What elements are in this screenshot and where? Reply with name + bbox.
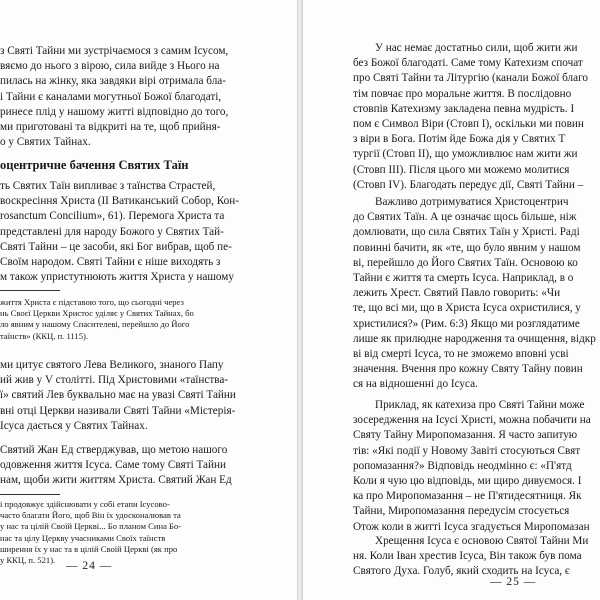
right-paragraph-4 <box>353 534 588 580</box>
text-line: Отож коли в житті Ісуса згадується Миропомазан <box>353 520 590 533</box>
text-line: вні отці Церкви називали Святі Тайни «Містерія- <box>0 404 236 417</box>
right-page <box>303 0 600 600</box>
right-paragraph-3 <box>353 398 591 535</box>
section-heading: оцентричне бачення Святих Таїн <box>0 158 189 172</box>
text-line: тім повчає про моральне життя. В послідовно <box>353 87 572 100</box>
footnote-line: у нас та цілій Своїй Церкві... Бо планом Сина Бо- <box>0 521 182 532</box>
footnote-separator <box>0 290 60 291</box>
page-number: — 25 — <box>490 576 537 588</box>
left-paragraph-1 <box>0 44 228 150</box>
left-paragraph-3 <box>0 358 236 434</box>
text-line: пом є Символ Віри (Стовп І), оскільки ми повин <box>353 118 584 131</box>
text-line: м також упристутнюють життя Христа у нашому <box>0 271 234 284</box>
text-line: ся на відношенні до Ісуса. <box>353 378 478 391</box>
text-line: і Тайни є каналами могутньої Божої благодаті, <box>0 90 222 103</box>
text-line: о у Святих Тайнах. <box>0 136 91 149</box>
text-line: Ісуса дається у Святих Тайнах. <box>0 419 148 432</box>
text-line: ринесе плід у нашому житті відповідно до того, <box>0 105 229 118</box>
page-number: — 24 — <box>66 560 113 572</box>
text-line: повинні бачити, як «те, що було явним у нашом <box>353 241 581 254</box>
left-footnote-1 <box>0 297 194 342</box>
footnote-line: таїнств» (ККЦ, п. 1115). <box>0 330 89 341</box>
footnote-line: нас та цілу Церкву учасниками Своїх таїнств <box>0 532 166 543</box>
text-line: нам, щоби жити життям Христа. Святий Жан Ед <box>0 474 232 487</box>
text-line: ропомазання?» Відповідь неодмінно є: «П'ятд <box>353 459 572 472</box>
footnote-separator <box>0 494 60 495</box>
text-line: Приклад, як катехиза про Святі Тайни може <box>375 399 585 411</box>
text-line: Важливо дотримуватися Христоцентрич <box>375 196 569 208</box>
text-line: Тайни є життя та смерть Ісуса. Наприклад, в о <box>353 272 574 285</box>
text-line: ї» святий Лев буквально має на увазі Святі Тайни <box>0 389 236 402</box>
footnote-line: життя Христа є підставою того, що сьогодні через <box>0 297 184 307</box>
right-paragraph-1 <box>353 41 588 193</box>
text-line: представлені для народу Божого у Святих Тай- <box>0 225 224 238</box>
text-line: ть Святих Таїн випливає з таїнства Страстей, <box>0 180 216 192</box>
text-line: Святого Духа. Голуб, який сходить на Ісуса, є <box>353 565 570 578</box>
text-line: те, що всі ми, що в Христа Ісуса охристилися, у <box>353 302 581 315</box>
text-line: без Божої благодаті. Саме тому Катехизм спочат <box>353 57 583 70</box>
text-line: Святу Тайну Миропомазання. Я часто запитую <box>353 429 578 442</box>
text-line: про Святі Тайни та Літургію (канали Божої благо <box>353 72 588 85</box>
text-line: Тайни, Миропомазання передусім стосується <box>353 505 570 518</box>
text-line: з Святі Тайни ми зустрічаємося з самим Ісусом, <box>0 45 229 57</box>
footnote-line: у ККЦ, п. 521). <box>0 555 56 566</box>
text-line: зосередження на Ісусі Христі, можна побачити на <box>353 414 591 427</box>
text-line: (Стовп IV). Благодать передує дії, Святі Тайни – <box>353 178 584 191</box>
footnote-line: часто благати Його, щоб Він їх удосконалював та <box>0 510 181 521</box>
text-line: воскресіння Христа (ІІ Ватиканський Собор, Кон- <box>0 195 239 208</box>
left-paragraph-2 <box>0 179 239 285</box>
text-line: ка про Миропомазання – не П'ятидесятниця. Як <box>353 490 582 503</box>
text-line: ві від смерті Ісуса, то не зможемо вповні усві <box>353 348 569 361</box>
text-line: тургії (Стовп ІІ), що уможливлює нам жити жи <box>353 148 578 161</box>
text-line: Хрещення Ісуса є основою Святої Тайни Ми <box>375 535 589 547</box>
text-line: (Стовп ІІІ). Після цього ми можемо молитися <box>353 163 570 176</box>
footnote-line: нь Своєї Церкви Христос уділяє у Святих Тайнах, бо <box>0 308 194 319</box>
text-line: ві, перейшло до Його Святих Таїн. Основою ко <box>353 256 578 269</box>
text-line: пилась на жінку, яка завдяки вірі отримала бла- <box>0 75 226 88</box>
footnote-line: ло явним у нашому Спасителеві, перейшло до Його <box>0 319 190 330</box>
text-line: rosanctum Concilium», 61). Перемога Христа та <box>0 210 225 223</box>
text-line: ня. Коли Іван хрестив Ісуса, Він також був пома <box>353 550 582 563</box>
text-line: лежить Хрест. Святий Павло говорить: «Чи <box>353 287 561 300</box>
left-footnote-2 <box>0 499 181 566</box>
text-line: ми приготовані та відкриті на те, щоб прийня- <box>0 121 221 134</box>
text-line: лише як прилюдне народження та очищення, відкр <box>353 332 596 345</box>
text-line: У нас немає достатньо сили, щоб жити жи <box>375 42 578 54</box>
text-line: до Святих Таїн. А це означає щось більше, ніж <box>353 211 577 224</box>
footnote-line: ширення їх у нас та в цілій Своїй Церкві (як про <box>0 543 178 554</box>
text-line: тів: «Які події у Новому Завіті стосуються Свят <box>353 444 581 457</box>
text-line: христилися?» (Рим. 6:3) Якщо ми розглядатиме <box>353 317 580 330</box>
text-line: домлювати, що сила Святих Таїн у Христі. Раді <box>353 226 580 239</box>
text-line: значення. Вчення про кожну Святу Тайну повин <box>353 363 583 376</box>
text-line: ий жив у V столітті. Під Христовими «таїнства- <box>0 374 229 387</box>
text-line: ми цитує святого Лева Великого, знаного Папу <box>0 359 224 371</box>
text-line: вяємо до нього з вірою, сила вийде з Нього на <box>0 60 220 73</box>
text-line: Своїм народом. Святі Тайни є ніше виходять з <box>0 256 221 269</box>
text-line: Святий Жан Ед стверджував, що метою нашого <box>0 444 228 456</box>
text-line: одовження життя Ісуса. Саме тому Святі Тайни <box>0 459 226 472</box>
text-line: Святі Тайни – це засоби, які Бог вибрав, щоб пе- <box>0 240 232 253</box>
left-paragraph-4 <box>0 443 232 489</box>
footnote-line: і продовжує здійснювати у собі етапи Ісусово- <box>0 499 170 509</box>
right-paragraph-2 <box>353 195 596 393</box>
text-line: з віри в Бога. Потім йде Божа дія у Святих Т <box>353 133 566 146</box>
text-line: Коли я чую цю відповідь, ми щиро дивуємося. І <box>353 475 582 488</box>
text-line: стовпів Катехизму закладена певна мудрість. І <box>353 102 575 115</box>
left-page <box>0 0 297 600</box>
